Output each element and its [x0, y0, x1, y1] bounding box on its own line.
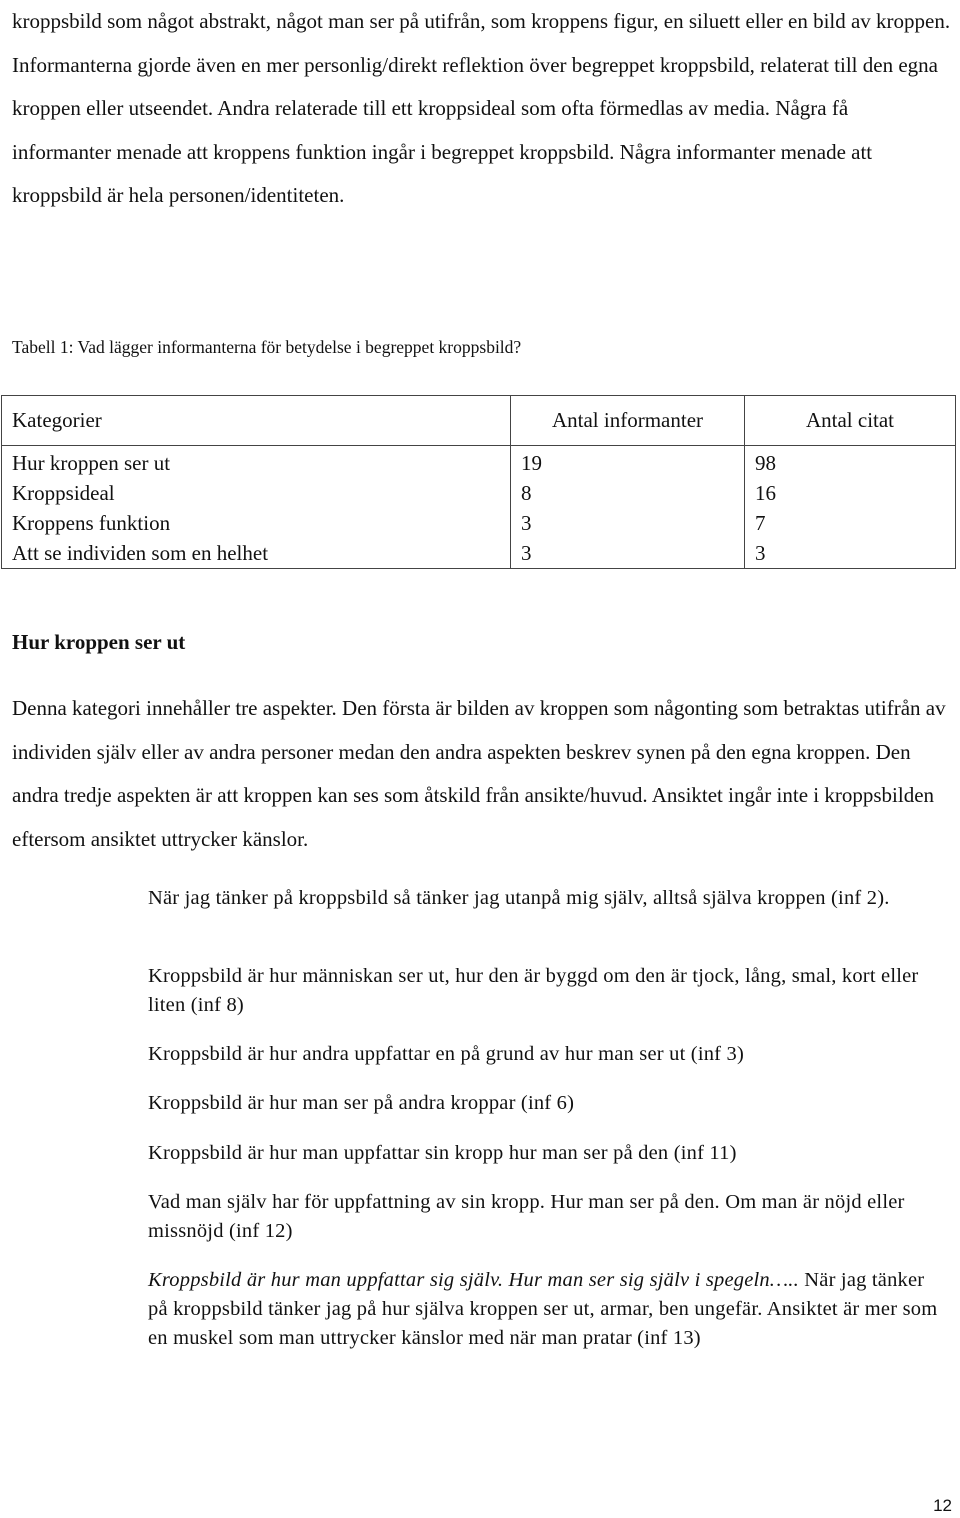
cell-category: Hur kroppen ser ut [2, 446, 511, 479]
cell-informants: 8 [511, 478, 745, 508]
quote-inf-11: Kroppsbild är hur man uppfattar sin kropp hur man ser på den (inf 11) [148, 1142, 737, 1164]
table-row [2, 508, 956, 538]
cell-informants: 3 [511, 508, 745, 538]
quote-inf-13-text: När jag tänker på kroppsbild tänker jag på hur själva kroppen ser ut, armar, ben ungefär. Ansiktet är mer som en muskel som man uttrycker känslor med när man pratar (inf 13) [148, 1269, 938, 1349]
cell-informants: 19 [511, 446, 745, 479]
quote-inf-8: Kroppsbild är hur människan ser ut, hur den är byggd om den är tjock, lång, smal, kort eller liten (inf 8) [148, 965, 919, 1016]
table-caption: Tabell 1: Vad lägger informanterna för betydelse i begreppet kroppsbild? [12, 337, 522, 357]
table-header-row [2, 396, 956, 446]
header-antal-informanter: Antal informanter [511, 396, 745, 446]
header-antal-citat: Antal citat [745, 396, 956, 446]
header-kategorier: Kategorier [2, 396, 511, 446]
cell-quotes: 16 [745, 478, 956, 508]
table-row [2, 478, 956, 508]
cell-quotes: 3 [745, 538, 956, 569]
cell-quotes: 98 [745, 446, 956, 479]
quote-inf-13-italic: Kroppsbild är hur man uppfattar sig själv. Hur man ser sig själv i spegeln….. [148, 1269, 799, 1291]
quote-inf-12: Vad man själv har för uppfattning av sin kropp. Hur man ser på den. Om man är nöjd eller missnöjd (inf 12) [148, 1191, 905, 1242]
categories-table [1, 395, 956, 569]
table-row [2, 446, 956, 479]
intro-paragraph: kroppsbild som något abstrakt, något man ser på utifrån, som kroppens figur, en siluett eller en bild av kroppen. Informanterna gjorde även en mer personlig/direkt reflektion över begreppet kroppsbild, relaterat till den egna kroppen eller utseendet. Andra relaterade till ett kroppsideal som ofta förmedlas av media. Några få informanter menade att kroppens funktion ingår i begreppet kroppsbild. Några informanter menade att kroppsbild är hela personen/identiteten. [12, 9, 951, 207]
page-number: 12 [933, 1496, 952, 1515]
cell-category: Kroppsideal [2, 478, 511, 508]
cell-category: Kroppens funktion [2, 508, 511, 538]
quote-inf-3: Kroppsbild är hur andra uppfattar en på grund av hur man ser ut (inf 3) [148, 1043, 744, 1065]
section-heading: Hur kroppen ser ut [12, 630, 186, 654]
cell-informants: 3 [511, 538, 745, 569]
quote-inf-6: Kroppsbild är hur man ser på andra kroppar (inf 6) [148, 1092, 575, 1114]
quote-inf-2: När jag tänker på kroppsbild så tänker jag utanpå mig själv, alltså själva kroppen (inf 2). [148, 887, 890, 909]
quote-inf-13 [148, 1266, 938, 1353]
section-paragraph: Denna kategori innehåller tre aspekter. Den första är bilden av kroppen som någonting som betraktas utifrån av individen själv eller av andra personer medan den andra aspekten beskrev synen på den egna kroppen. Den andra tredje aspekten är att kroppen kan ses som åtskild från ansikte/huvud. Ansiktet ingår inte i kroppsbilden eftersom ansiktet uttrycker känslor. [12, 696, 946, 851]
cell-category: Att se individen som en helhet [2, 538, 511, 569]
cell-quotes: 7 [745, 508, 956, 538]
table-row [2, 538, 956, 569]
